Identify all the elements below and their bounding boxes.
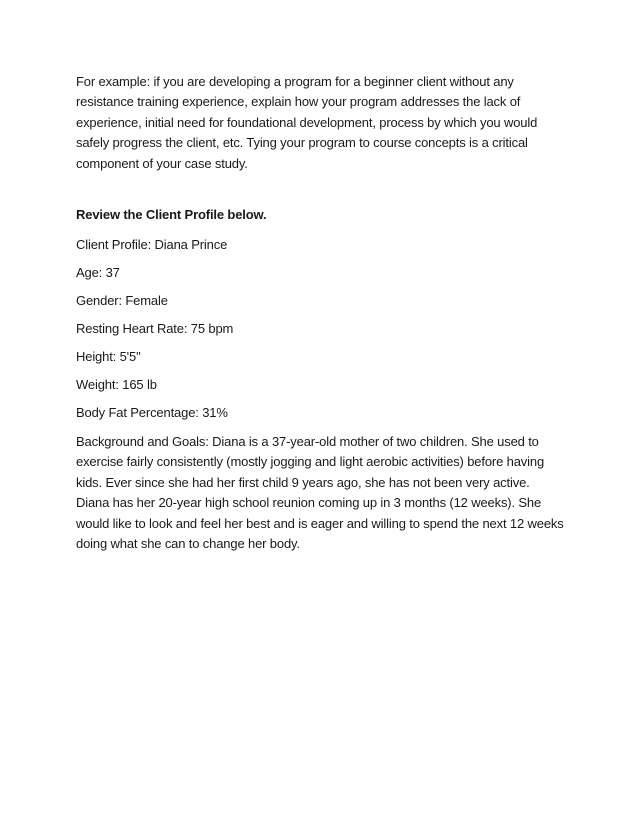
- document-body: [76, 72, 566, 554]
- intro-paragraph: For example: if you are developing a program for a beginner client without any resistance training experience, explain how your program addresses the lack of experience, initial need for foundational development, process by which you would safely progress the client, etc. Tying your program to course concepts is a critical component of your case study.: [76, 74, 538, 171]
- client-weight: Weight: 165 lb: [76, 377, 157, 393]
- section-heading: Review the Client Profile below.: [76, 207, 267, 223]
- client-resting-heart-rate: Resting Heart Rate: 75 bpm: [76, 321, 234, 337]
- client-name: Client Profile: Diana Prince: [76, 237, 228, 253]
- client-background-goals: Background and Goals: Diana is a 37-year-old mother of two children. She used to exercise fairly consistently (mostly jogging and light aerobic activities) before having kids. Ever since she had her first child 9 years ago, she has not been very active. Diana has her 20-year high school reunion coming up in 3 months (12 weeks). She would like to look and feel her best and is eager and willing to spend the next 12 weeks doing what she can to change her body.: [76, 434, 564, 552]
- client-height: Height: 5'5": [76, 349, 141, 365]
- client-gender: Gender: Female: [76, 293, 168, 309]
- client-age: Age: 37: [76, 265, 120, 281]
- client-body-fat: Body Fat Percentage: 31%: [76, 405, 228, 421]
